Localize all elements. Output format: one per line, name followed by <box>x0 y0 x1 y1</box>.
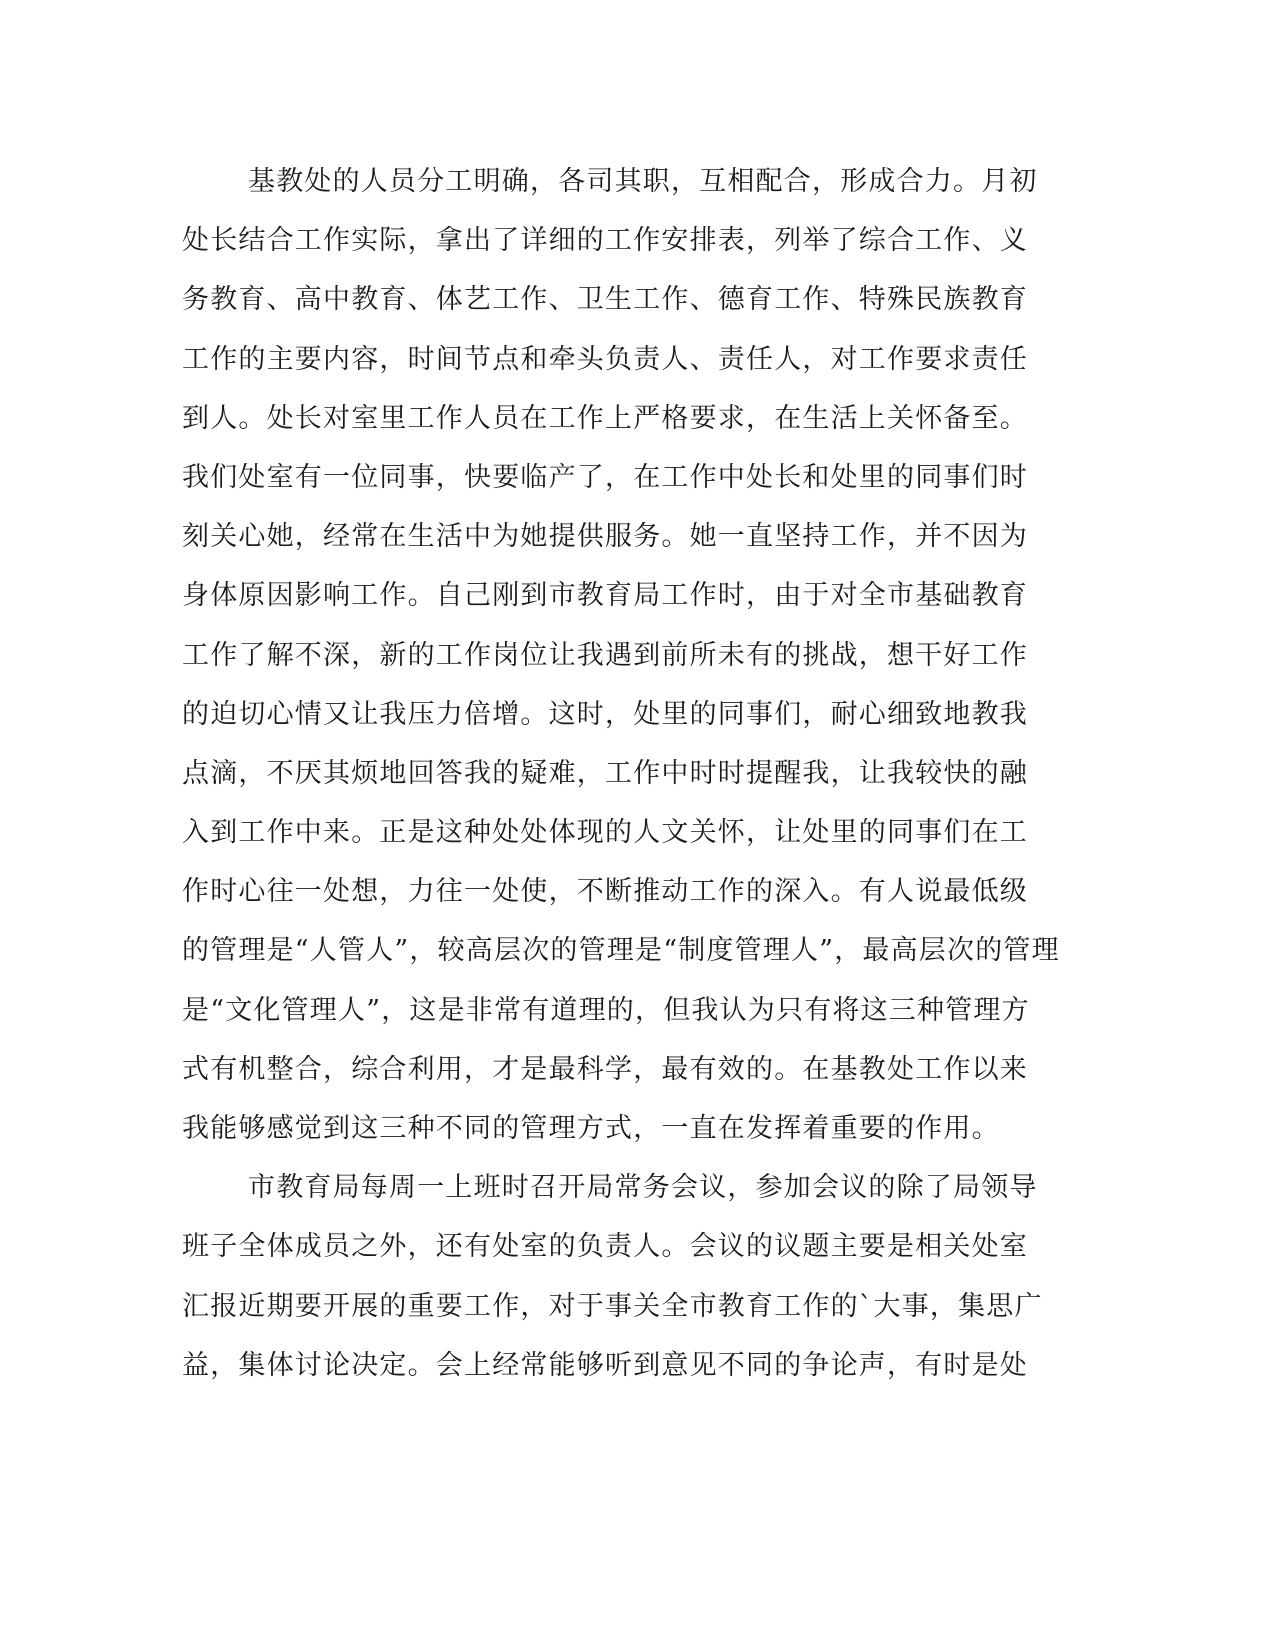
paragraph-line: 市教育局每周一上班时召开局常务会议，参加会议的除了局领导 <box>248 1172 1038 1204</box>
paragraph-line: 工作的主要内容，时间节点和牵头负责人、责任人，对工作要求责任 <box>182 343 1028 375</box>
paragraph-line: 的管理是“人管人”，较高层次的管理是“制度管理人”，最高层次的管理 <box>182 935 1060 967</box>
paragraph-line: 的迫切心情又让我压力倍增。这时，处里的同事们，耐心细致地教我 <box>182 698 1028 730</box>
paragraph-line: 是“文化管理人”，这是非常有道理的，但我认为只有将这三种管理方 <box>182 994 1030 1026</box>
paragraph-line: 刻关心她，经常在生活中为她提供服务。她一直坚持工作，并不因为 <box>182 521 1028 553</box>
document-body <box>182 152 1060 1395</box>
paragraph-line: 班子全体成员之外，还有处室的负责人。会议的议题主要是相关处室 <box>182 1231 1028 1263</box>
paragraph-line: 处长结合工作实际，拿出了详细的工作安排表，列举了综合工作、义 <box>182 225 1028 257</box>
paragraph-line: 点滴，不厌其烦地回答我的疑难，工作中时时提醒我，让我较快的融 <box>182 757 1028 789</box>
paragraph-line: 工作了解不深，新的工作岗位让我遇到前所未有的挑战，想干好工作 <box>182 639 1028 671</box>
paragraph-line: 作时心往一处想，力往一处使，不断推动工作的深入。有人说最低级 <box>182 876 1028 908</box>
paragraph-line: 益，集体讨论决定。会上经常能够听到意见不同的争论声，有时是处 <box>182 1349 1028 1381</box>
paragraph-line: 基教处的人员分工明确，各司其职，互相配合，形成合力。月初 <box>248 166 1038 197</box>
paragraph-line: 我们处室有一位同事，快要临产了，在工作中处长和处里的同事们时 <box>182 461 1028 493</box>
paragraph-line: 式有机整合，综合利用，才是最科学，最有效的。在基教处工作以来 <box>182 1053 1028 1085</box>
paragraph-line: 身体原因影响工作。自己刚到市教育局工作时，由于对全市基础教育 <box>182 580 1028 612</box>
paragraph-line: 我能够感觉到这三种不同的管理方式，一直在发挥着重要的作用。 <box>182 1113 1000 1144</box>
paragraph-line: 到人。处长对室里工作人员在工作上严格要求，在生活上关怀备至。 <box>182 402 1028 434</box>
paragraph-2 <box>182 1158 1042 1395</box>
paragraph-line: 入到工作中来。正是这种处处体现的人文关怀，让处里的同事们在工 <box>182 817 1028 849</box>
paragraph-line: 汇报近期要开展的重要工作，对于事关全市教育工作的`大事，集思广 <box>182 1290 1043 1322</box>
paragraph-line: 务教育、高中教育、体艺工作、卫生工作、德育工作、特殊民族教育 <box>182 284 1028 316</box>
paragraph-1 <box>182 152 1060 1158</box>
